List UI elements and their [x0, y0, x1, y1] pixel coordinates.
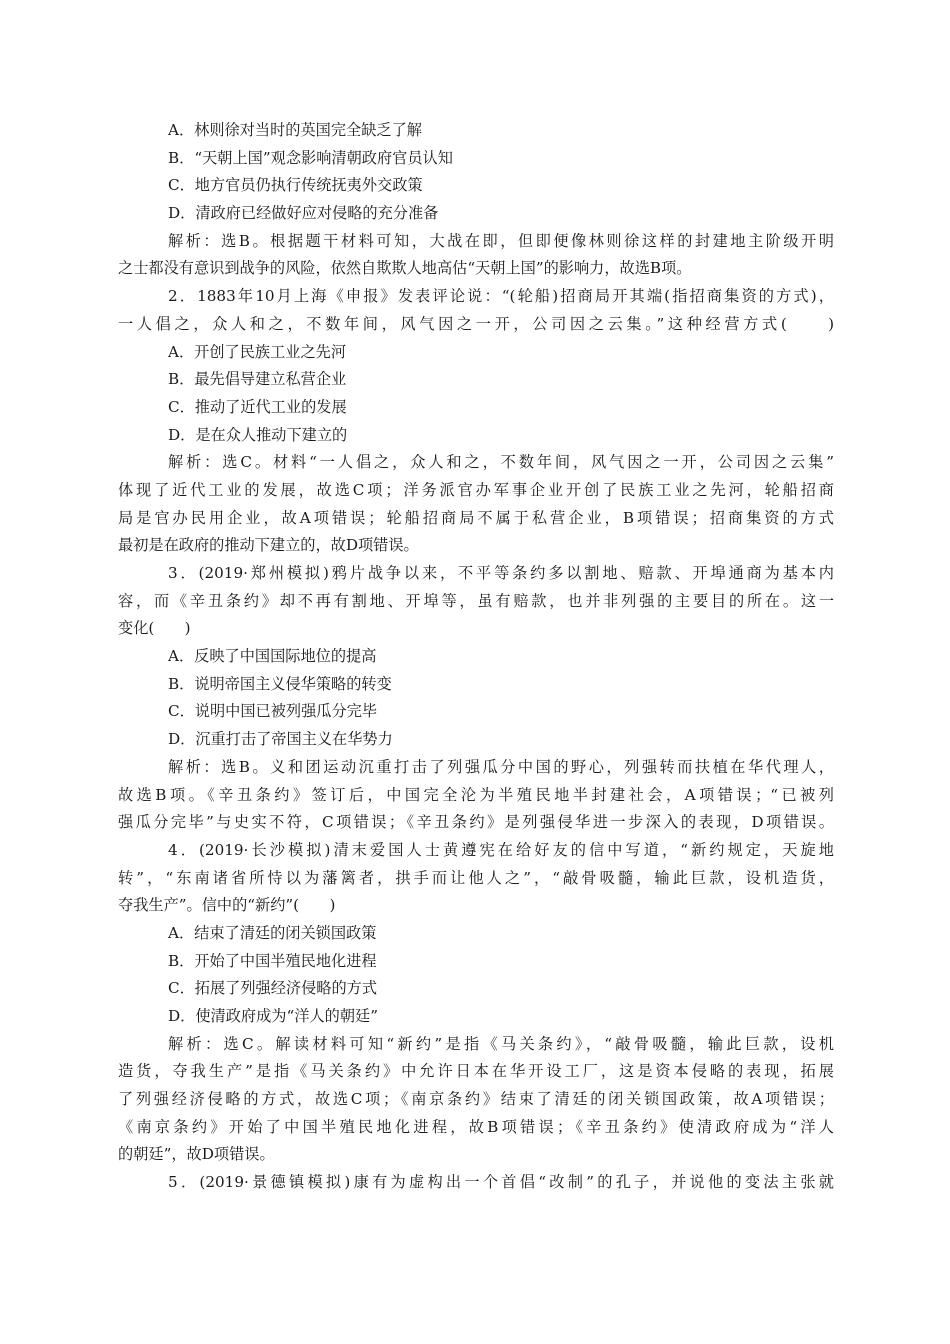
- analysis-line: 故选B项。《辛丑条约》签订后，中国完全沦为半殖民地半封建社会，A项错误；“已被列: [118, 785, 834, 804]
- question-1: [118, 117, 834, 283]
- option-b: B．“天朝上国”观念影响清朝政府官员认知: [168, 148, 453, 167]
- question-stem-line: 容，而《辛丑条约》却不再有割地、开埠等，虽有赔款，也并非列强的主要目的所在。这一: [118, 591, 834, 610]
- analysis-line: 之士都没有意识到战争的风险，依然自欺欺人地高估“天朝上国”的影响力，故选B项。: [118, 259, 692, 278]
- analysis-line: 局是官办民用企业，故A项错误；轮船招商局不属于私营企业，B项错误；招商集资的方式: [118, 508, 834, 527]
- question-stem-line: 3．(2019·郑州模拟)鸦片战争以来，不平等条约多以割地、赔款、开埠通商为基本内: [168, 564, 834, 582]
- option-c: C．地方官员仍执行传统抚夷外交政策: [168, 176, 423, 195]
- option-d: D．清政府已经做好应对侵略的充分准备: [168, 204, 439, 223]
- question-5: [118, 1169, 834, 1197]
- option-b: B．最先倡导建立私营企业: [168, 370, 347, 389]
- question-stem-line: 4．(2019·长沙模拟)清末爱国人士黄遵宪在给好友的信中写道，“新约规定，天旋地: [168, 840, 834, 859]
- option-a: A．结束了清廷的闭关锁国政策: [168, 923, 377, 942]
- analysis-line: 的朝廷”，故D项错误。: [118, 1145, 275, 1164]
- option-c: C．拓展了列强经济侵略的方式: [168, 979, 378, 998]
- option-d: D．是在众人推动下建立的: [168, 425, 348, 444]
- option-d: D．使清政府成为“洋人的朝廷”: [168, 1007, 378, 1025]
- option-d: D．沉重打击了帝国主义在华势力: [168, 730, 393, 749]
- question-2: [118, 283, 834, 560]
- analysis-line: 最初是在政府的推动下建立的，故D项错误。: [118, 536, 419, 555]
- option-a: A．反映了中国国际地位的提高: [168, 647, 377, 666]
- analysis-line: 解析：选C。材料“一人倡之，众人和之，不数年间，风气因之一开，公司因之云集”: [168, 453, 834, 472]
- document-page: [118, 117, 834, 1197]
- question-stem-line: 2．1883年10月上海《申报》发表评论说：“(轮船)招商局开其端(指招商集资的方式)，: [168, 287, 834, 306]
- question-stem-line: 夺我生产”。信中的“新约”( ): [118, 896, 336, 915]
- analysis-line: 造货，夺我生产”是指《马关条约》中允许日本在华开设工厂，这是资本侵略的表现，拓展: [118, 1062, 834, 1081]
- option-a: A．开创了民族工业之先河: [168, 342, 347, 361]
- analysis-line: 体现了近代工业的发展，故选C项；洋务派官办军事企业开创了民族工业之先河，轮船招商: [118, 480, 834, 499]
- option-c: C．说明中国已被列强瓜分完毕: [168, 702, 378, 721]
- option-b: B．开始了中国半殖民地化进程: [168, 951, 377, 970]
- analysis-line: 了列强经济侵略的方式，故选C项；《南京条约》结束了清廷的闭关锁国政策，故A项错误；: [118, 1090, 834, 1109]
- question-stem-line: 一人倡之，众人和之，不数年间，风气因之一开，公司因之云集。”这种经营方式( ): [118, 314, 834, 333]
- question-stem-line: 转”，“东南诸省所恃以为藩篱者，拱手而让他人之”，“敲骨吸髓，输此巨款，设机造货，: [118, 868, 834, 887]
- analysis-line: 《南京条约》开始了中国半殖民地化进程，故B项错误；《辛丑条约》使清政府成为“洋人: [118, 1117, 834, 1136]
- analysis-line: 解析：选B。根据题干材料可知，大战在即，但即便像林则徐这样的封建地主阶级开明: [168, 231, 834, 250]
- analysis-line: 解析：选C。解读材料可知“新约”是指《马关条约》，“敲骨吸髓，输此巨款，设机: [168, 1034, 834, 1053]
- question-stem-line: 变化( ): [118, 619, 191, 638]
- option-a: A．林则徐对当时的英国完全缺乏了解: [168, 121, 422, 139]
- option-c: C．推动了近代工业的发展: [168, 397, 347, 416]
- question-3: [118, 560, 834, 837]
- question-stem-line: 5．(2019·景德镇模拟)康有为虚构出一个首倡“改制”的孔子，并说他的变法主张就: [168, 1173, 834, 1192]
- analysis-line: 强瓜分完毕”与史实不符，C项错误；《辛丑条约》是列强侵华进一步深入的表现，D项错误。: [118, 813, 834, 832]
- analysis-line: 解析：选B。义和团运动沉重打击了列强瓜分中国的野心，列强转而扶植在华代理人，: [168, 757, 834, 776]
- question-4: [118, 837, 834, 1169]
- option-b: B．说明帝国主义侵华策略的转变: [168, 674, 392, 693]
